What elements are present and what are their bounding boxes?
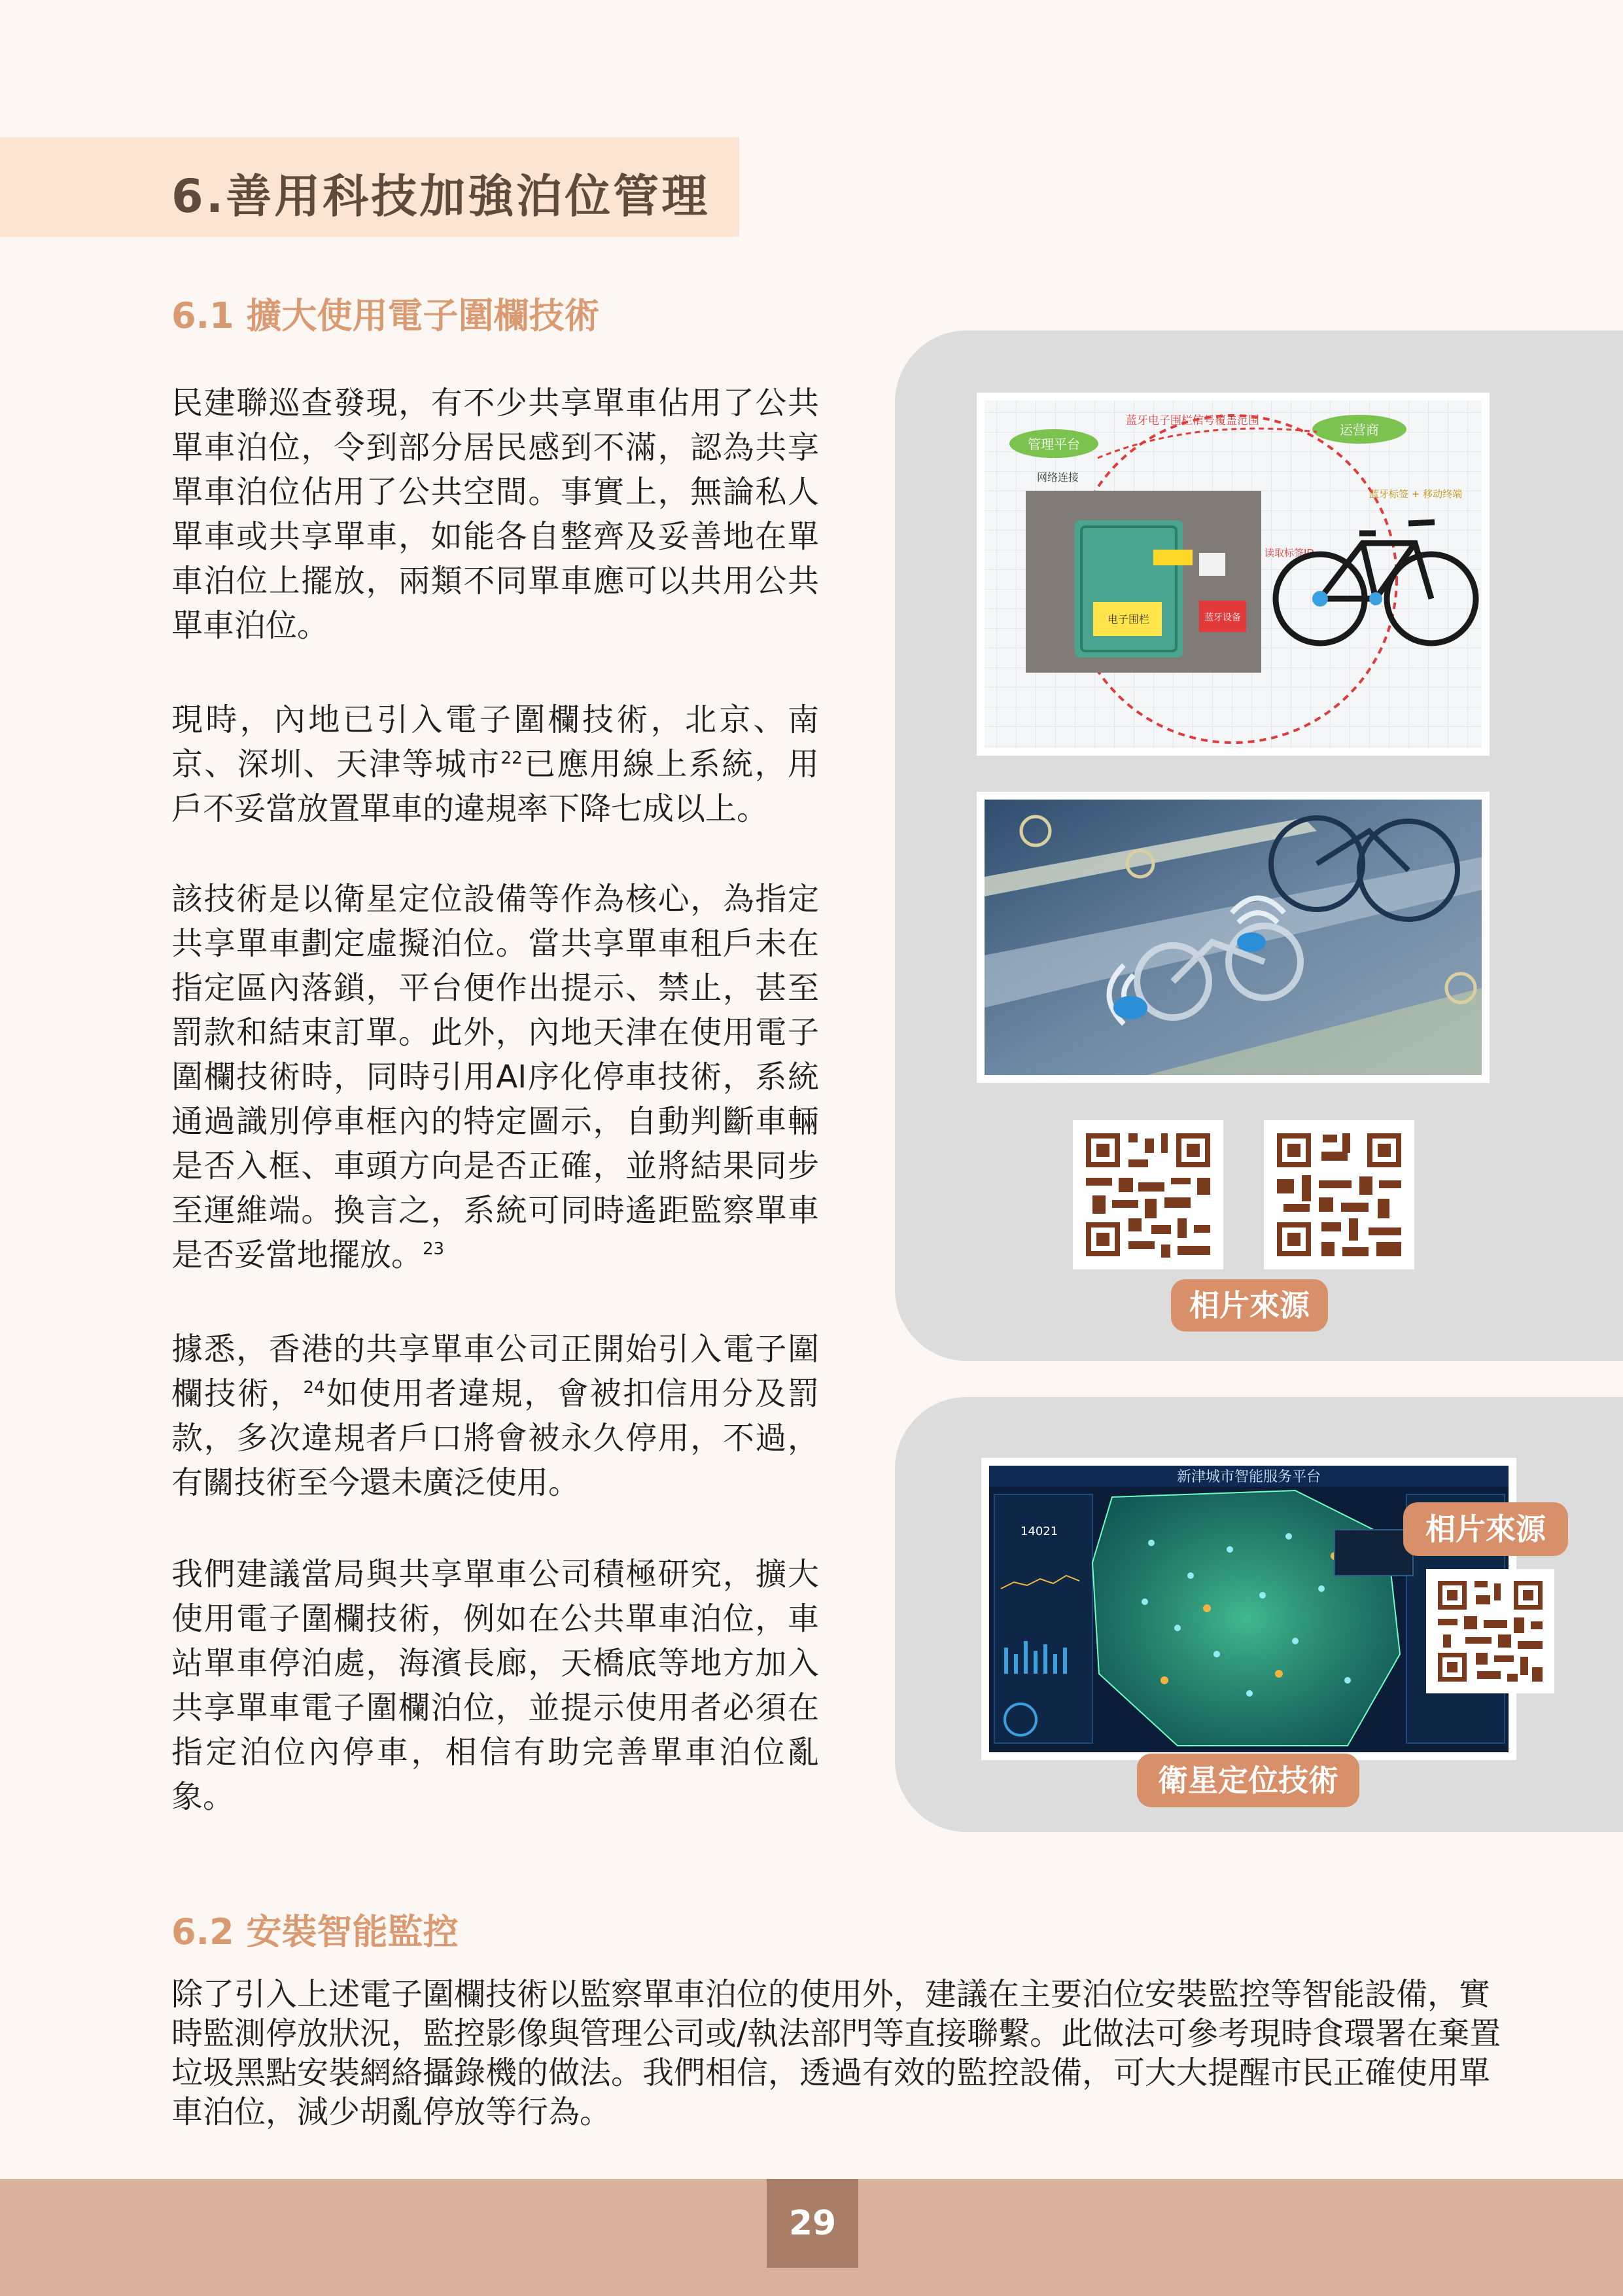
qr-code-2[interactable] [1264,1120,1414,1269]
photo-source-label-2[interactable]: 相片來源 [1403,1502,1568,1556]
footnote-ref-24[interactable]: 24 [303,1378,325,1398]
label-platform: 管理平台 [1028,436,1080,452]
label-tag: 蓝牙标签 + 移动终端 [1369,488,1463,500]
label-sign: 电子围栏 [1107,613,1150,626]
page-number: 29 [767,2179,858,2268]
label-network: 网络连接 [1037,471,1079,484]
qr-code-1[interactable] [1073,1120,1223,1269]
dashboard-count: 14021 [1021,1525,1058,1538]
electronic-fence-diagram [977,393,1490,756]
paragraph-1: 民建聯巡查發現，有不少共享單車佔用了公共單車泊位，令到部分居民感到不滿，認為共享單車泊位佔用了公共空間。事實上，無論私人單車或共享單車，如能各自整齊及妥善地在單車泊位上擺放，兩類不同單車應可以共用公共單車泊位。 [171,385,819,644]
label-coverage: 蓝牙电子围栏信号覆盖范围 [1126,414,1259,427]
label-operator: 运营商 [1340,422,1379,438]
label-device: 蓝牙设备 [1204,612,1241,623]
paragraph-2: 現時，內地已引入電子圍欄技術，北京、南京、深圳、天津等城市$^{22}$已應用線上系統，用戶不妥當放置單車的違規率下降七成以上。 [171,701,819,827]
label-lock: 读取标签ID [1265,547,1314,559]
paragraph-5: 我們建議當局與共享單車公司積極研究，擴大使用電子圍欄技術，例如在公共單車泊位，車站單車停泊處，海濱長廊，天橋底等地方加入共享單車電子圍欄泊位，並提示使用者必須在指定泊位內停車，相信有助完善單車泊位亂象。 [171,1556,819,1815]
section-6-1-title: 6.1 擴大使用電子圍欄技術 [171,295,600,336]
section-6-2-title: 6.2 安裝智能監控 [171,1911,459,1952]
dashboard-title: 新津城市智能服务平台 [1176,1469,1321,1485]
paragraph-6-2: 除了引入上述電子圍欄技術以監察單車泊位的使用外，建議在主要泊位安裝監控等智能設備，實時監測停放狀況，監控影像與管理公司或/執法部門等直接聯繫。此做法可參考現時食環署在棄置垃圾黑點安裝網絡攝錄機的做法。我們相信，透過有效的監控設備，可大大提醒市民正確使用單車泊位，減少胡亂停放等行為。 [171,1976,1501,2130]
paragraph-4: 據悉，香港的共享單車公司正開始引入電子圍欄技術，$^{24}$如使用者違規，會被扣信用分及罰款，多次違規者戶口將會被永久停用，不過，有關技術至今還未廣泛使用。 [171,1331,819,1501]
satellite-caption: 衛星定位技術 [1137,1754,1359,1807]
footnote-ref-22[interactable]: 22 [500,749,523,768]
bike-parking-photo [977,792,1490,1083]
page-title: 6.善用科技加強泊位管理 [171,169,710,223]
paragraph-3: 該技術是以衛星定位設備等作為核心，為指定共享單車劃定虛擬泊位。當共享單車租戶未在指定區內落鎖，平台便作出提示、禁止，甚至罰款和結束訂單。此外，內地天津在使用電子圍欄技術時，同時引用AI序化停車技術，系統通過識別停車框內的特定圖示，自動判斷車輛是否入框、車頭方向是否正確，並將結果同步至運維端。換言之，系統可同時遙距監察單車是否妥當地擺放。$^{23}$ [171,881,819,1273]
footnote-ref-23[interactable]: 23 [423,1239,445,1259]
qr-code-3[interactable] [1426,1569,1554,1693]
photo-source-label-1[interactable]: 相片來源 [1171,1279,1328,1332]
